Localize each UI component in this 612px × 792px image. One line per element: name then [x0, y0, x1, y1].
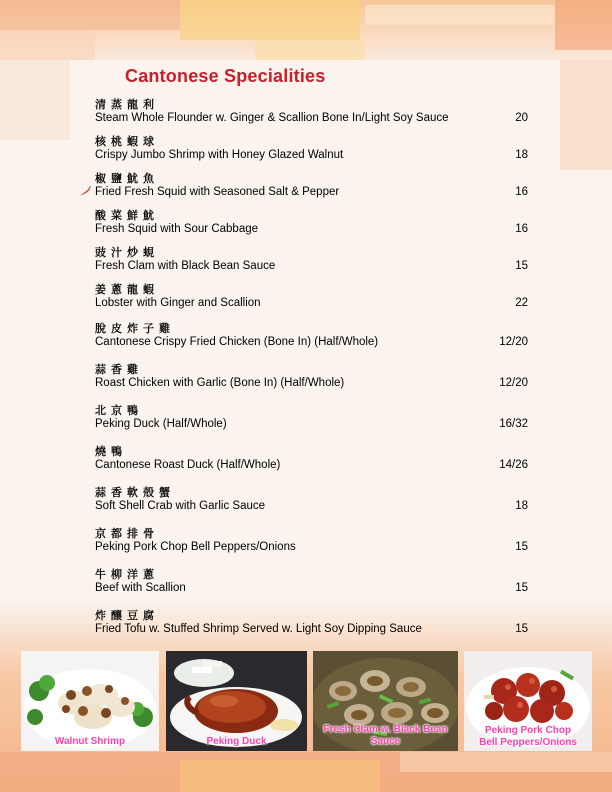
photo-caption [166, 736, 307, 748]
dish-chinese-name: 燒鴨 [95, 445, 127, 458]
dish-chinese-name: 豉汁炒蜆 [95, 246, 159, 259]
dish-chinese-name: 炸釀豆腐 [95, 609, 159, 622]
photo-caption [21, 736, 159, 748]
chili-pepper-icon [79, 186, 91, 196]
dish-price: 15 [515, 582, 528, 594]
dish-name: Fried Fresh Squid with Seasoned Salt & Pepper [95, 186, 340, 198]
dish-chinese-name: 姜蔥龍蝦 [95, 283, 159, 296]
dish-name: Peking Duck (Half/Whole) [95, 418, 227, 430]
dish-name: Peking Pork Chop Bell Peppers/Onions [95, 541, 296, 553]
dish-name: Lobster with Ginger and Scallion [95, 297, 261, 309]
dish-chinese-name: 京都排骨 [95, 527, 159, 540]
dish-name: Fresh Squid with Sour Cabbage [95, 223, 259, 235]
dish-chinese-name: 椒鹽魷魚 [95, 172, 159, 185]
dish-price: 16 [515, 186, 528, 198]
dish-price: 22 [515, 297, 528, 309]
dish-name: Fresh Clam with Black Bean Sauce [95, 260, 276, 272]
photo-fresh-clam [313, 651, 458, 751]
dish-chinese-name: 牛柳洋蔥 [95, 568, 159, 581]
dish-name: Cantonese Crispy Fried Chicken (Bone In) (Half/Whole) [95, 336, 379, 348]
dish-price: 12/20 [499, 336, 528, 348]
caption-line: Bell Peppers/Onions [479, 737, 577, 748]
dish-chinese-name: 蒜香軟殻蟹 [95, 486, 175, 499]
caption-line: Peking Duck [206, 736, 267, 747]
dish-name: Soft Shell Crab with Garlic Sauce [95, 500, 266, 512]
photo-caption [313, 724, 458, 748]
dish-price: 16 [515, 223, 528, 235]
dish-name: Fried Tofu w. Stuffed Shrimp Served w. Light Soy Dipping Sauce [95, 623, 422, 635]
dish-price: 16/32 [499, 418, 528, 430]
dish-chinese-name: 清蒸龍利 [95, 98, 159, 111]
dish-chinese-name: 核桃蝦球 [95, 135, 159, 148]
photo-walnut-shrimp [21, 651, 159, 751]
dish-chinese-name: 蒜香雞 [95, 363, 143, 376]
caption-line: Walnut Shrimp [54, 736, 126, 747]
dish-price: 18 [515, 500, 528, 512]
dish-name: Cantonese Roast Duck (Half/Whole) [95, 459, 281, 471]
dish-name: Beef with Scallion [95, 582, 186, 594]
dish-chinese-name: 脫皮炸子雞 [95, 322, 175, 335]
dish-price: 12/20 [499, 377, 528, 389]
dish-price: 18 [515, 149, 528, 161]
dish-name: Steam Whole Flounder w. Ginger & Scallion Bone In/Light Soy Sauce [95, 112, 449, 124]
caption-line: Fresh Clam w. Black Bean Sauce [323, 724, 448, 747]
section-title: Cantonese Specialities [125, 66, 326, 86]
dish-price: 15 [515, 260, 528, 272]
dish-name: Crispy Jumbo Shrimp with Honey Glazed Walnut [95, 149, 344, 161]
dish-price: 14/26 [499, 459, 528, 471]
caption-line: Peking Pork Chop [484, 725, 572, 736]
dish-chinese-name: 北京鴨 [95, 404, 143, 417]
photo-peking-pork-chop [464, 651, 592, 751]
photo-peking-duck [166, 651, 307, 751]
dish-price: 15 [515, 541, 528, 553]
dish-price: 15 [515, 623, 528, 635]
dish-name: Roast Chicken with Garlic (Bone In) (Half/Whole) [95, 377, 345, 389]
dish-price: 20 [515, 112, 528, 124]
photo-caption [464, 725, 592, 749]
dish-chinese-name: 酸菜鮮魷 [95, 209, 159, 222]
